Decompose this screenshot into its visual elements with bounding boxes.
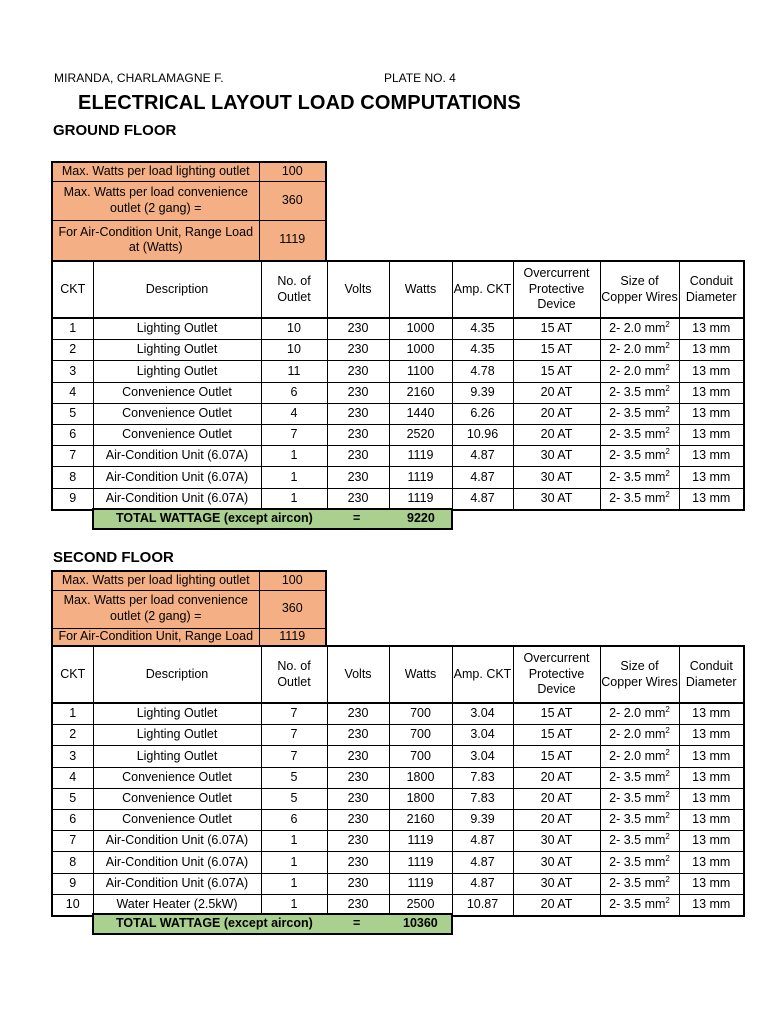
table-row xyxy=(52,382,744,403)
cell-amp-ckt: 10.87 xyxy=(452,894,513,916)
cell-conduit: 13 mm xyxy=(679,831,744,852)
table-row xyxy=(52,788,744,809)
wire-size-exponent: 2 xyxy=(665,705,670,715)
cell-amp-ckt: 10.96 xyxy=(452,424,513,445)
cell-description: Lighting Outlet xyxy=(93,361,261,382)
info-value: 100 xyxy=(259,571,326,590)
table-row xyxy=(52,809,744,830)
info-value: 1119 xyxy=(259,220,326,261)
total-label: TOTAL WATTAGE (except aircon) xyxy=(116,916,313,930)
cell-conduit: 13 mm xyxy=(679,894,744,916)
total-value: 10360 xyxy=(403,916,438,930)
cell-wire-size xyxy=(600,446,679,467)
info-label: Max. Watts per load lighting outlet xyxy=(52,162,259,181)
cell-ocpd: 30 AT xyxy=(513,446,600,467)
cell-ckt: 5 xyxy=(52,788,93,809)
cell-conduit: 13 mm xyxy=(679,382,744,403)
cell-description: Air-Condition Unit (6.07A) xyxy=(93,831,261,852)
cell-description: Lighting Outlet xyxy=(93,318,261,340)
cell-conduit: 13 mm xyxy=(679,852,744,873)
cell-watts: 2160 xyxy=(389,382,452,403)
info-value: 1119 xyxy=(259,628,326,646)
table-row xyxy=(52,725,744,746)
cell-conduit: 13 mm xyxy=(679,403,744,424)
cell-amp-ckt: 6.26 xyxy=(452,403,513,424)
cell-outlets: 1 xyxy=(261,467,327,488)
cell-volts: 230 xyxy=(327,382,389,403)
wire-size-exponent: 2 xyxy=(665,726,670,736)
info-label: For Air-Condition Unit, Range Load xyxy=(52,628,259,646)
cell-volts: 230 xyxy=(327,467,389,488)
info-value: 360 xyxy=(259,181,326,220)
ground-load-table xyxy=(51,260,745,511)
wire-size-text: 2- 2.0 mm xyxy=(609,321,666,336)
info-label: Max. Watts per load lighting outlet xyxy=(52,571,259,590)
cell-ocpd: 30 AT xyxy=(513,831,600,852)
cell-ocpd: 30 AT xyxy=(513,467,600,488)
total-value: 9220 xyxy=(407,511,435,525)
wire-size-exponent: 2 xyxy=(665,447,670,457)
cell-outlets: 7 xyxy=(261,725,327,746)
col-amp: Amp. CKT xyxy=(452,261,513,318)
cell-ocpd: 30 AT xyxy=(513,488,600,510)
cell-conduit: 13 mm xyxy=(679,725,744,746)
cell-wire-size xyxy=(600,852,679,873)
ground-info-row xyxy=(52,220,326,261)
wire-size-exponent: 2 xyxy=(665,362,670,372)
wire-size-text: 2- 2.0 mm xyxy=(609,363,666,378)
info-value: 100 xyxy=(259,162,326,181)
cell-volts: 230 xyxy=(327,873,389,894)
cell-description: Convenience Outlet xyxy=(93,788,261,809)
col-ocpd: Overcurrent Protective Device xyxy=(513,261,600,318)
wire-size-exponent: 2 xyxy=(665,832,670,842)
cell-outlets: 7 xyxy=(261,746,327,767)
cell-ocpd: 20 AT xyxy=(513,894,600,916)
col-ckt: CKT xyxy=(52,261,93,318)
second-info-table xyxy=(51,570,327,647)
col-ocpd: Overcurrent Protective Device xyxy=(513,646,600,703)
table-row xyxy=(52,852,744,873)
cell-ckt: 8 xyxy=(52,852,93,873)
page-title: ELECTRICAL LAYOUT LOAD COMPUTATIONS xyxy=(78,92,521,114)
wire-size-text: 2- 3.5 mm xyxy=(609,812,666,827)
wire-size-exponent: 2 xyxy=(665,874,670,884)
cell-outlets: 10 xyxy=(261,318,327,340)
cell-ckt: 10 xyxy=(52,894,93,916)
cell-outlets: 7 xyxy=(261,703,327,725)
cell-conduit: 13 mm xyxy=(679,746,744,767)
cell-watts: 1800 xyxy=(389,788,452,809)
cell-ocpd: 20 AT xyxy=(513,424,600,445)
wire-size-text: 2- 3.5 mm xyxy=(609,384,666,399)
cell-amp-ckt: 9.39 xyxy=(452,382,513,403)
wire-size-exponent: 2 xyxy=(665,811,670,821)
cell-description: Air-Condition Unit (6.07A) xyxy=(93,467,261,488)
col-wire: Size of Copper Wires xyxy=(600,646,679,703)
cell-watts: 1119 xyxy=(389,831,452,852)
table-row xyxy=(52,746,744,767)
cell-amp-ckt: 3.04 xyxy=(452,703,513,725)
ground-total-wattage xyxy=(92,508,453,530)
cell-volts: 230 xyxy=(327,424,389,445)
cell-ocpd: 20 AT xyxy=(513,767,600,788)
cell-description: Lighting Outlet xyxy=(93,703,261,725)
cell-amp-ckt: 7.83 xyxy=(452,788,513,809)
cell-wire-size xyxy=(600,340,679,361)
author-name: MIRANDA, CHARLAMAGNE F. xyxy=(54,71,224,85)
cell-conduit: 13 mm xyxy=(679,767,744,788)
cell-ocpd: 20 AT xyxy=(513,809,600,830)
cell-wire-size xyxy=(600,788,679,809)
cell-amp-ckt: 4.35 xyxy=(452,318,513,340)
wire-size-text: 2- 3.5 mm xyxy=(609,896,666,911)
table-row xyxy=(52,403,744,424)
second-info-row xyxy=(52,571,326,590)
wire-size-text: 2- 3.5 mm xyxy=(609,448,666,463)
cell-ocpd: 15 AT xyxy=(513,746,600,767)
cell-conduit: 13 mm xyxy=(679,318,744,340)
cell-ckt: 1 xyxy=(52,703,93,725)
cell-description: Air-Condition Unit (6.07A) xyxy=(93,873,261,894)
cell-description: Lighting Outlet xyxy=(93,746,261,767)
cell-description: Air-Condition Unit (6.07A) xyxy=(93,488,261,510)
cell-ocpd: 15 AT xyxy=(513,725,600,746)
cell-amp-ckt: 4.35 xyxy=(452,340,513,361)
col-conduit: Conduit Diameter xyxy=(679,261,744,318)
table-row xyxy=(52,318,744,340)
cell-volts: 230 xyxy=(327,361,389,382)
cell-volts: 230 xyxy=(327,767,389,788)
col-wire: Size of Copper Wires xyxy=(600,261,679,318)
wire-size-exponent: 2 xyxy=(665,404,670,414)
cell-conduit: 13 mm xyxy=(679,361,744,382)
cell-ckt: 2 xyxy=(52,725,93,746)
cell-wire-size xyxy=(600,809,679,830)
cell-ckt: 5 xyxy=(52,403,93,424)
cell-wire-size xyxy=(600,703,679,725)
cell-outlets: 4 xyxy=(261,403,327,424)
cell-wire-size xyxy=(600,767,679,788)
wire-size-text: 2- 3.5 mm xyxy=(609,427,666,442)
table-row xyxy=(52,703,744,725)
cell-watts: 1119 xyxy=(389,873,452,894)
cell-volts: 230 xyxy=(327,852,389,873)
col-watts: Watts xyxy=(389,261,452,318)
cell-volts: 230 xyxy=(327,746,389,767)
cell-outlets: 1 xyxy=(261,831,327,852)
cell-description: Convenience Outlet xyxy=(93,767,261,788)
table-header-row xyxy=(52,261,744,318)
cell-volts: 230 xyxy=(327,446,389,467)
cell-watts: 2160 xyxy=(389,809,452,830)
cell-ocpd: 30 AT xyxy=(513,852,600,873)
cell-amp-ckt: 7.83 xyxy=(452,767,513,788)
info-label: Max. Watts per load convenience outlet (2 gang) = xyxy=(52,590,259,628)
cell-description: Convenience Outlet xyxy=(93,809,261,830)
table-row xyxy=(52,424,744,445)
cell-volts: 230 xyxy=(327,809,389,830)
cell-outlets: 1 xyxy=(261,894,327,916)
total-equals: = xyxy=(353,511,361,525)
total-label: TOTAL WATTAGE (except aircon) xyxy=(116,511,313,525)
cell-volts: 230 xyxy=(327,703,389,725)
cell-volts: 230 xyxy=(327,318,389,340)
col-watts: Watts xyxy=(389,646,452,703)
col-volts: Volts xyxy=(327,646,389,703)
cell-amp-ckt: 4.78 xyxy=(452,361,513,382)
cell-conduit: 13 mm xyxy=(679,788,744,809)
cell-ckt: 1 xyxy=(52,318,93,340)
cell-outlets: 5 xyxy=(261,767,327,788)
cell-conduit: 13 mm xyxy=(679,703,744,725)
wire-size-exponent: 2 xyxy=(665,468,670,478)
cell-ckt: 2 xyxy=(52,340,93,361)
col-description: Description xyxy=(93,646,261,703)
col-conduit: Conduit Diameter xyxy=(679,646,744,703)
cell-watts: 1000 xyxy=(389,318,452,340)
cell-wire-size xyxy=(600,382,679,403)
second-floor-heading: SECOND FLOOR xyxy=(53,549,174,566)
col-outlets: No. of Outlet xyxy=(261,261,327,318)
cell-amp-ckt: 3.04 xyxy=(452,725,513,746)
cell-outlets: 1 xyxy=(261,488,327,510)
cell-amp-ckt: 4.87 xyxy=(452,852,513,873)
wire-size-exponent: 2 xyxy=(665,383,670,393)
second-info-row xyxy=(52,628,326,646)
cell-volts: 230 xyxy=(327,488,389,510)
cell-ocpd: 20 AT xyxy=(513,382,600,403)
cell-watts: 2500 xyxy=(389,894,452,916)
cell-ckt: 3 xyxy=(52,361,93,382)
cell-conduit: 13 mm xyxy=(679,488,744,510)
cell-wire-size xyxy=(600,746,679,767)
cell-amp-ckt: 3.04 xyxy=(452,746,513,767)
cell-outlets: 6 xyxy=(261,382,327,403)
cell-wire-size xyxy=(600,361,679,382)
ground-info-row xyxy=(52,162,326,181)
table-row xyxy=(52,873,744,894)
cell-wire-size xyxy=(600,873,679,894)
cell-outlets: 10 xyxy=(261,340,327,361)
col-volts: Volts xyxy=(327,261,389,318)
table-row xyxy=(52,446,744,467)
cell-ckt: 7 xyxy=(52,831,93,852)
table-row xyxy=(52,361,744,382)
cell-description: Convenience Outlet xyxy=(93,403,261,424)
wire-size-text: 2- 2.0 mm xyxy=(609,706,666,721)
wire-size-exponent: 2 xyxy=(665,341,670,351)
cell-description: Water Heater (2.5kW) xyxy=(93,894,261,916)
cell-volts: 230 xyxy=(327,340,389,361)
cell-conduit: 13 mm xyxy=(679,809,744,830)
wire-size-text: 2- 2.0 mm xyxy=(609,727,666,742)
cell-watts: 2520 xyxy=(389,424,452,445)
cell-ocpd: 20 AT xyxy=(513,403,600,424)
cell-volts: 230 xyxy=(327,831,389,852)
cell-wire-size xyxy=(600,488,679,510)
cell-watts: 1119 xyxy=(389,446,452,467)
wire-size-exponent: 2 xyxy=(665,426,670,436)
cell-outlets: 1 xyxy=(261,852,327,873)
cell-amp-ckt: 4.87 xyxy=(452,467,513,488)
wire-size-text: 2- 3.5 mm xyxy=(609,833,666,848)
cell-watts: 700 xyxy=(389,703,452,725)
cell-wire-size xyxy=(600,424,679,445)
wire-size-text: 2- 3.5 mm xyxy=(609,406,666,421)
cell-outlets: 6 xyxy=(261,809,327,830)
cell-watts: 1800 xyxy=(389,767,452,788)
cell-description: Convenience Outlet xyxy=(93,382,261,403)
cell-ocpd: 15 AT xyxy=(513,703,600,725)
table-row xyxy=(52,767,744,788)
cell-amp-ckt: 4.87 xyxy=(452,446,513,467)
table-row xyxy=(52,467,744,488)
info-value: 360 xyxy=(259,590,326,628)
table-row xyxy=(52,340,744,361)
cell-description: Air-Condition Unit (6.07A) xyxy=(93,446,261,467)
cell-watts: 700 xyxy=(389,746,452,767)
cell-ckt: 9 xyxy=(52,488,93,510)
cell-ocpd: 15 AT xyxy=(513,340,600,361)
info-label: Max. Watts per load convenience outlet (2 gang) = xyxy=(52,181,259,220)
cell-volts: 230 xyxy=(327,403,389,424)
cell-outlets: 7 xyxy=(261,424,327,445)
cell-ckt: 4 xyxy=(52,382,93,403)
cell-conduit: 13 mm xyxy=(679,340,744,361)
second-total-wattage xyxy=(92,913,453,935)
col-ckt: CKT xyxy=(52,646,93,703)
cell-ocpd: 30 AT xyxy=(513,873,600,894)
wire-size-exponent: 2 xyxy=(665,489,670,499)
cell-conduit: 13 mm xyxy=(679,424,744,445)
cell-amp-ckt: 4.87 xyxy=(452,488,513,510)
table-header-row xyxy=(52,646,744,703)
wire-size-text: 2- 3.5 mm xyxy=(609,791,666,806)
second-info-row xyxy=(52,590,326,628)
wire-size-exponent: 2 xyxy=(665,747,670,757)
plate-number: PLATE NO. 4 xyxy=(384,71,456,85)
cell-ckt: 6 xyxy=(52,809,93,830)
cell-ckt: 9 xyxy=(52,873,93,894)
wire-size-exponent: 2 xyxy=(665,853,670,863)
wire-size-text: 2- 3.5 mm xyxy=(609,490,666,505)
table-row xyxy=(52,488,744,510)
cell-ckt: 8 xyxy=(52,467,93,488)
cell-ocpd: 15 AT xyxy=(513,361,600,382)
cell-watts: 1119 xyxy=(389,488,452,510)
col-outlets: No. of Outlet xyxy=(261,646,327,703)
cell-description: Air-Condition Unit (6.07A) xyxy=(93,852,261,873)
cell-volts: 230 xyxy=(327,788,389,809)
cell-conduit: 13 mm xyxy=(679,873,744,894)
total-equals: = xyxy=(353,916,361,930)
cell-wire-size xyxy=(600,403,679,424)
cell-wire-size xyxy=(600,831,679,852)
cell-watts: 700 xyxy=(389,725,452,746)
cell-outlets: 1 xyxy=(261,873,327,894)
cell-ckt: 3 xyxy=(52,746,93,767)
cell-description: Convenience Outlet xyxy=(93,424,261,445)
wire-size-exponent: 2 xyxy=(665,789,670,799)
col-description: Description xyxy=(93,261,261,318)
cell-description: Lighting Outlet xyxy=(93,340,261,361)
cell-watts: 1440 xyxy=(389,403,452,424)
cell-ckt: 6 xyxy=(52,424,93,445)
wire-size-exponent: 2 xyxy=(665,895,670,905)
cell-ckt: 4 xyxy=(52,767,93,788)
wire-size-text: 2- 2.0 mm xyxy=(609,342,666,357)
cell-volts: 230 xyxy=(327,725,389,746)
wire-size-text: 2- 3.5 mm xyxy=(609,469,666,484)
cell-ocpd: 15 AT xyxy=(513,318,600,340)
cell-wire-size xyxy=(600,725,679,746)
cell-watts: 1100 xyxy=(389,361,452,382)
cell-conduit: 13 mm xyxy=(679,467,744,488)
wire-size-text: 2- 3.5 mm xyxy=(609,769,666,784)
cell-outlets: 5 xyxy=(261,788,327,809)
wire-size-text: 2- 2.0 mm xyxy=(609,748,666,763)
cell-ocpd: 20 AT xyxy=(513,788,600,809)
cell-conduit: 13 mm xyxy=(679,446,744,467)
cell-wire-size xyxy=(600,467,679,488)
ground-floor-heading: GROUND FLOOR xyxy=(53,122,177,139)
cell-volts: 230 xyxy=(327,894,389,916)
ground-info-table xyxy=(51,161,327,262)
cell-amp-ckt: 4.87 xyxy=(452,831,513,852)
cell-outlets: 1 xyxy=(261,446,327,467)
cell-description: Lighting Outlet xyxy=(93,725,261,746)
cell-watts: 1119 xyxy=(389,467,452,488)
second-load-table xyxy=(51,645,745,917)
table-row xyxy=(52,831,744,852)
cell-watts: 1000 xyxy=(389,340,452,361)
cell-amp-ckt: 4.87 xyxy=(452,873,513,894)
cell-wire-size xyxy=(600,894,679,916)
cell-ckt: 7 xyxy=(52,446,93,467)
ground-info-row xyxy=(52,181,326,220)
cell-amp-ckt: 9.39 xyxy=(452,809,513,830)
cell-outlets: 11 xyxy=(261,361,327,382)
info-label: For Air-Condition Unit, Range Load at (Watts) xyxy=(52,220,259,261)
wire-size-exponent: 2 xyxy=(665,768,670,778)
cell-wire-size xyxy=(600,318,679,340)
wire-size-text: 2- 3.5 mm xyxy=(609,854,666,869)
wire-size-text: 2- 3.5 mm xyxy=(609,875,666,890)
wire-size-exponent: 2 xyxy=(665,320,670,330)
cell-watts: 1119 xyxy=(389,852,452,873)
col-amp: Amp. CKT xyxy=(452,646,513,703)
